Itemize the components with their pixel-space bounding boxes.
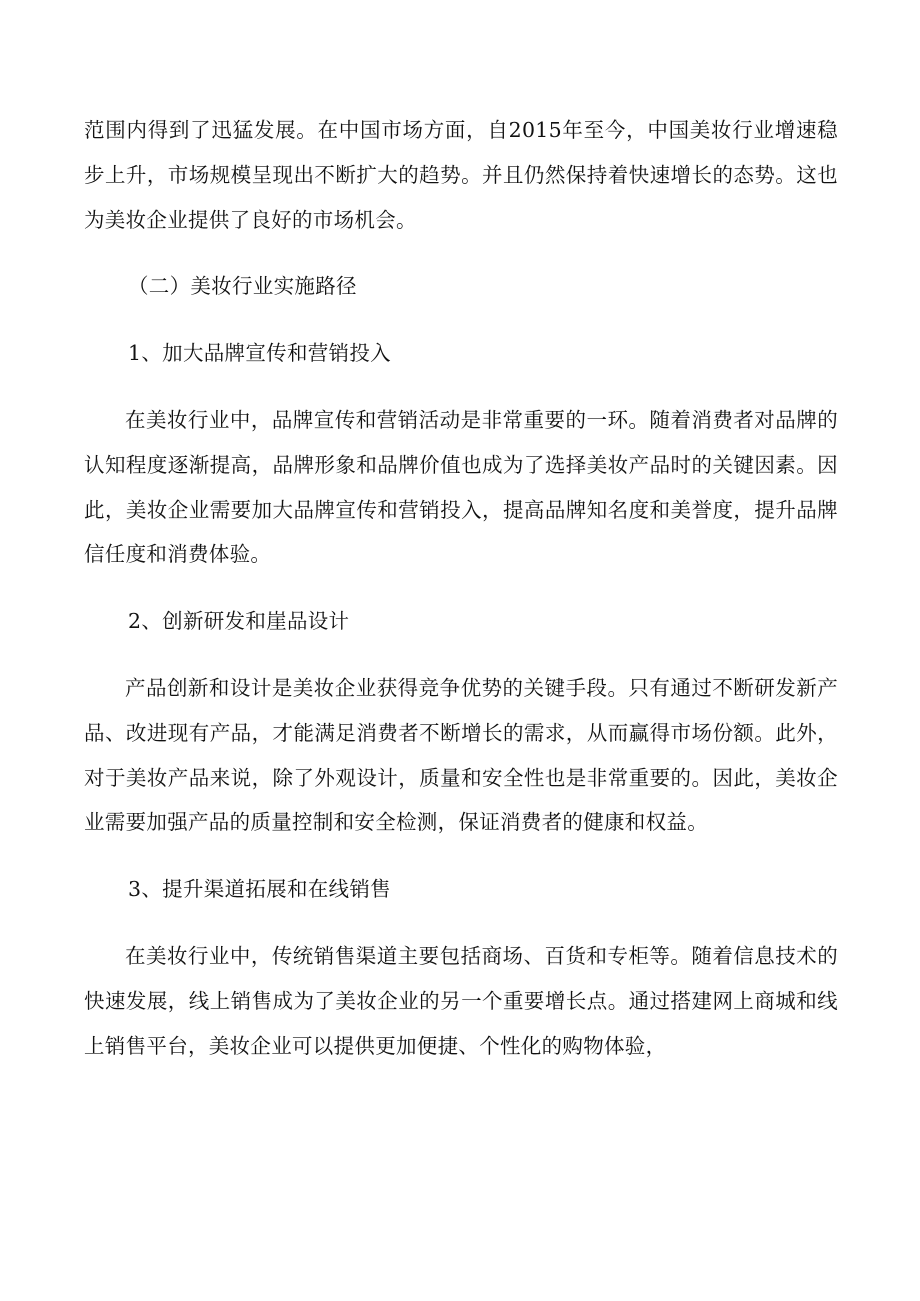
item2-paragraph: 产品创新和设计是美妆企业获得竞争优势的关键手段。只有通过不断研发新产品、改进现有产品，才能满足消费者不断增长的需求，从而赢得市场份额。此外，对于美妆产品来说，除了外观设计，质量和安全性也是非常重要的。因此，美妆企业需要加强产品的质量控制和安全检测，保证消费者的健康和权益。 <box>84 675 838 835</box>
document-body <box>84 108 838 1090</box>
item1-paragraph: 在美妆行业中，品牌宣传和营销活动是非常重要的一环。随着消费者对品牌的认知程度逐渐提高，品牌形象和品牌价值也成为了选择美妆产品时的关键因素。因此，美妆企业需要加大品牌宣传和营销投入，提高品牌知名度和美誉度，提升品牌信任度和消费体验。 <box>84 407 838 567</box>
intro-paragraph: 范围内得到了迅猛发展。在中国市场方面，自2015年至今，中国美妆行业增速稳步上升，市场规模呈现出不断扩大的趋势。并且仍然保持着快速增长的态势。这也为美妆企业提供了良好的市场机会。 <box>84 118 838 232</box>
section-heading: （二）美妆行业实施路径 <box>128 274 357 299</box>
item3-heading: 3、提升渠道拓展和在线销售 <box>128 877 391 902</box>
item1-heading: 1、加大品牌宣传和营销投入 <box>128 341 391 366</box>
item3-paragraph: 在美妆行业中，传统销售渠道主要包括商场、百货和专柜等。随着信息技术的快速发展，线上销售成为了美妆企业的另一个重要增长点。通过搭建网上商城和线上销售平台，美妆企业可以提供更加便捷、个性化的购物体验， <box>84 943 838 1058</box>
item2-heading: 2、创新研发和崖品设计 <box>128 609 350 634</box>
